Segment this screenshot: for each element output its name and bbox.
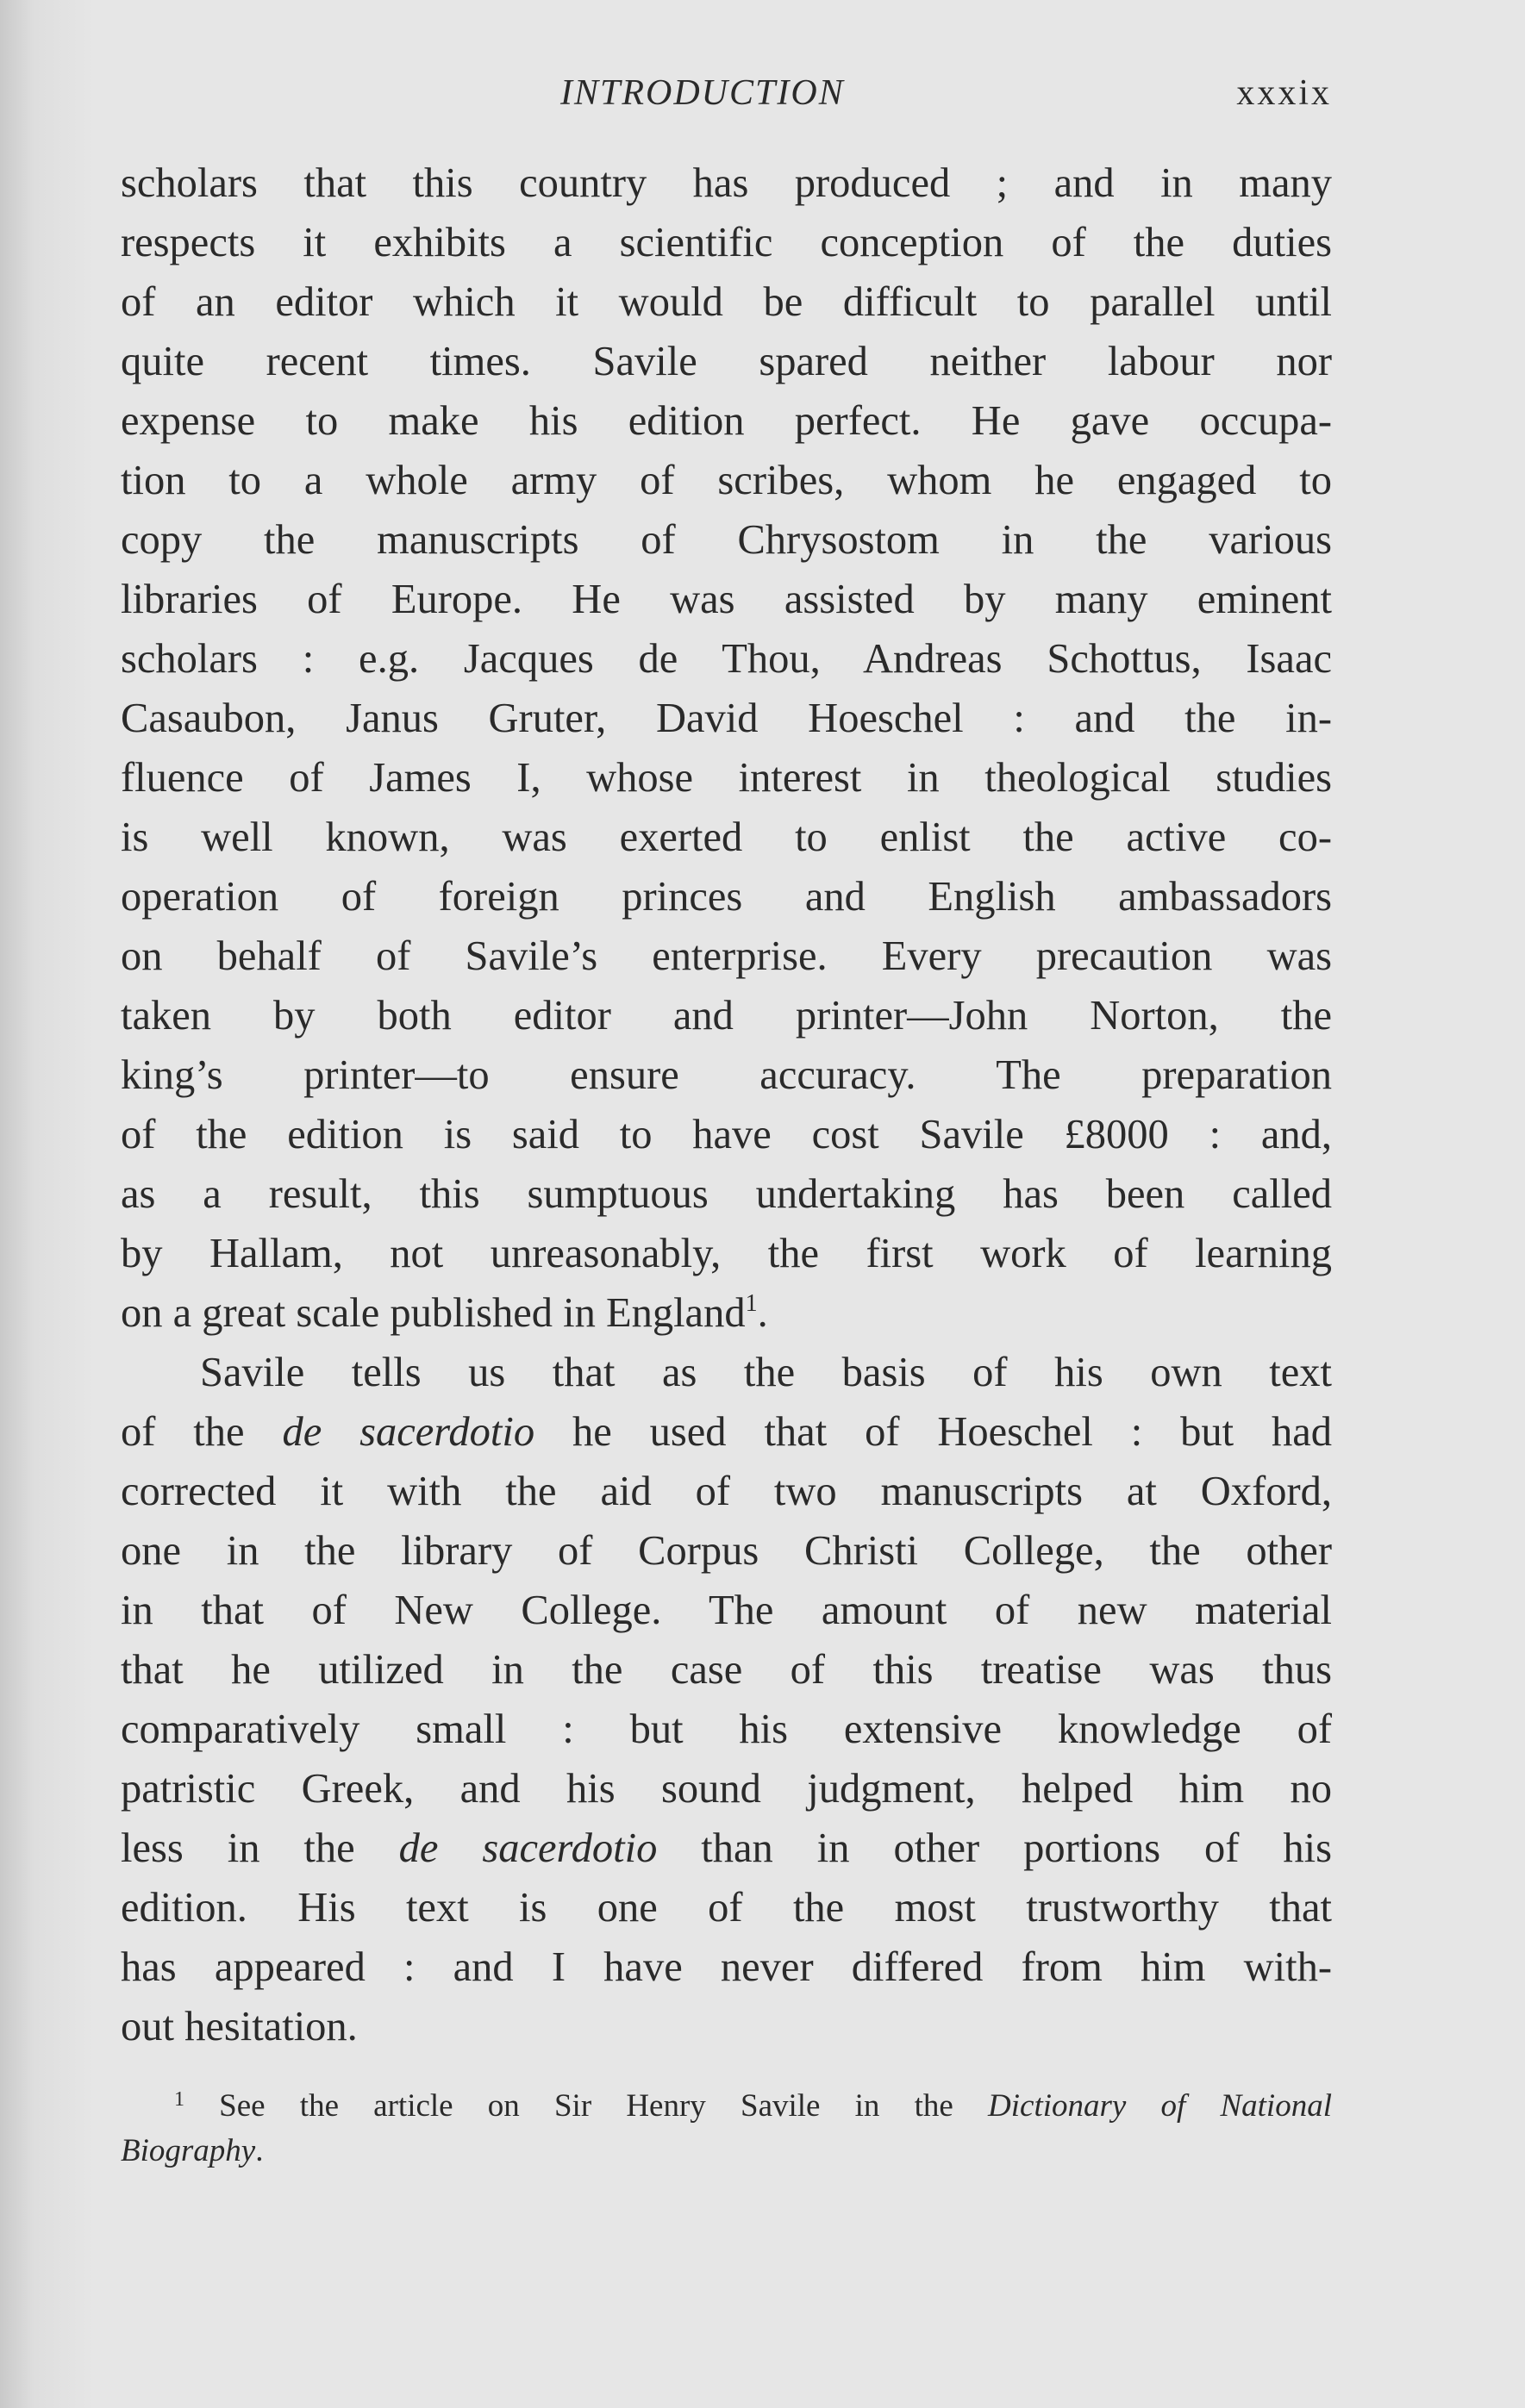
paragraph-2 <box>121 1343 1332 2056</box>
text-line: taken by both editor and printer—John Norton, the <box>121 993 1332 1039</box>
work-title: de sacerdotio <box>398 1825 658 1871</box>
footnote-line <box>121 2129 1332 2174</box>
text-line: one in the library of Corpus Christi College, the other <box>121 1528 1332 1574</box>
work-title: Biography <box>121 2133 256 2168</box>
text-line: has appeared : and I have never differed from him with- <box>121 1944 1332 1990</box>
text-segment: See the article on Sir Henry Savile in the <box>184 2088 989 2124</box>
text-segment: than in other portions of his <box>657 1825 1333 1871</box>
text-segment: less in the <box>121 1825 399 1871</box>
text-line: as a result, this sumptuous undertaking has been called <box>121 1171 1332 1217</box>
work-title: Dictionary of National <box>988 2088 1332 2124</box>
text-line: quite recent times. Savile spared neither labour nor <box>121 339 1332 384</box>
text-line: libraries of Europe. He was assisted by many eminent <box>121 577 1332 622</box>
text-line: on behalf of Savile’s enterprise. Every precaution was <box>121 933 1332 979</box>
text-line: copy the manuscripts of Chrysostom in the various <box>121 517 1332 563</box>
text-line: scholars : e.g. Jacques de Thou, Andreas Schottus, Isaac <box>121 636 1332 682</box>
text-segment: of the <box>121 1409 283 1455</box>
text-line: is well known, was exerted to enlist the active co- <box>121 814 1332 860</box>
text-line: scholars that this country has produced ; and in many <box>121 160 1332 206</box>
text-line: corrected it with the aid of two manuscripts at Oxford, <box>121 1469 1332 1514</box>
text-line: fluence of James I, whose interest in theological studies <box>121 755 1332 801</box>
running-head: INTRODUCTION <box>560 73 845 113</box>
text-line: comparatively small : but his extensive knowledge of <box>121 1706 1332 1752</box>
text-line: Casaubon, Janus Gruter, David Hoeschel : and the in- <box>121 696 1332 741</box>
body-text <box>121 153 1332 2056</box>
text-line: by Hallam, not unreasonably, the first work of learning <box>121 1231 1332 1276</box>
work-title: de sacerdotio <box>282 1409 535 1455</box>
text-line: king’s printer—to ensure accuracy. The preparation <box>121 1052 1332 1098</box>
text-line: patristic Greek, and his sound judgment, helped him no <box>121 1766 1332 1812</box>
page-number: xxxix <box>1236 73 1332 113</box>
text-line: of an editor which it would be difficult to parallel until <box>121 279 1332 325</box>
footnote-line <box>121 2084 1332 2129</box>
text-line: Savile tells us that as the basis of his own text <box>200 1350 1332 1395</box>
text-line <box>121 1818 1332 1878</box>
text-line: tion to a whole army of scribes, whom he engaged to <box>121 458 1332 503</box>
text-line: in that of New College. The amount of new material <box>121 1588 1332 1633</box>
footnote <box>121 2084 1332 2174</box>
text-segment: . <box>757 1290 768 1336</box>
text-line: of the edition is said to have cost Savile £8000 : and, <box>121 1112 1332 1157</box>
text-line <box>121 1283 1332 1343</box>
text-segment: . <box>255 2133 264 2168</box>
text-line: respects it exhibits a scientific conception of the duties <box>121 220 1332 265</box>
text-line: that he utilized in the case of this treatise was thus <box>121 1647 1332 1693</box>
text-line: out hesitation. <box>121 2004 358 2049</box>
footnote-reference: 1 <box>745 1290 758 1317</box>
text-segment: he used that of Hoeschel : but had <box>534 1409 1332 1455</box>
text-line: edition. His text is one of the most trustworthy that <box>121 1885 1332 1931</box>
text-line: expense to make his edition perfect. He gave occupa- <box>121 398 1332 444</box>
text-segment: on a great scale published in England <box>121 1290 746 1336</box>
page-header <box>121 69 1332 121</box>
text-line: operation of foreign princes and English ambassadors <box>121 874 1332 920</box>
footnote-marker: 1 <box>174 2088 184 2111</box>
paragraph-1 <box>121 153 1332 1343</box>
text-line <box>121 1402 1332 1462</box>
